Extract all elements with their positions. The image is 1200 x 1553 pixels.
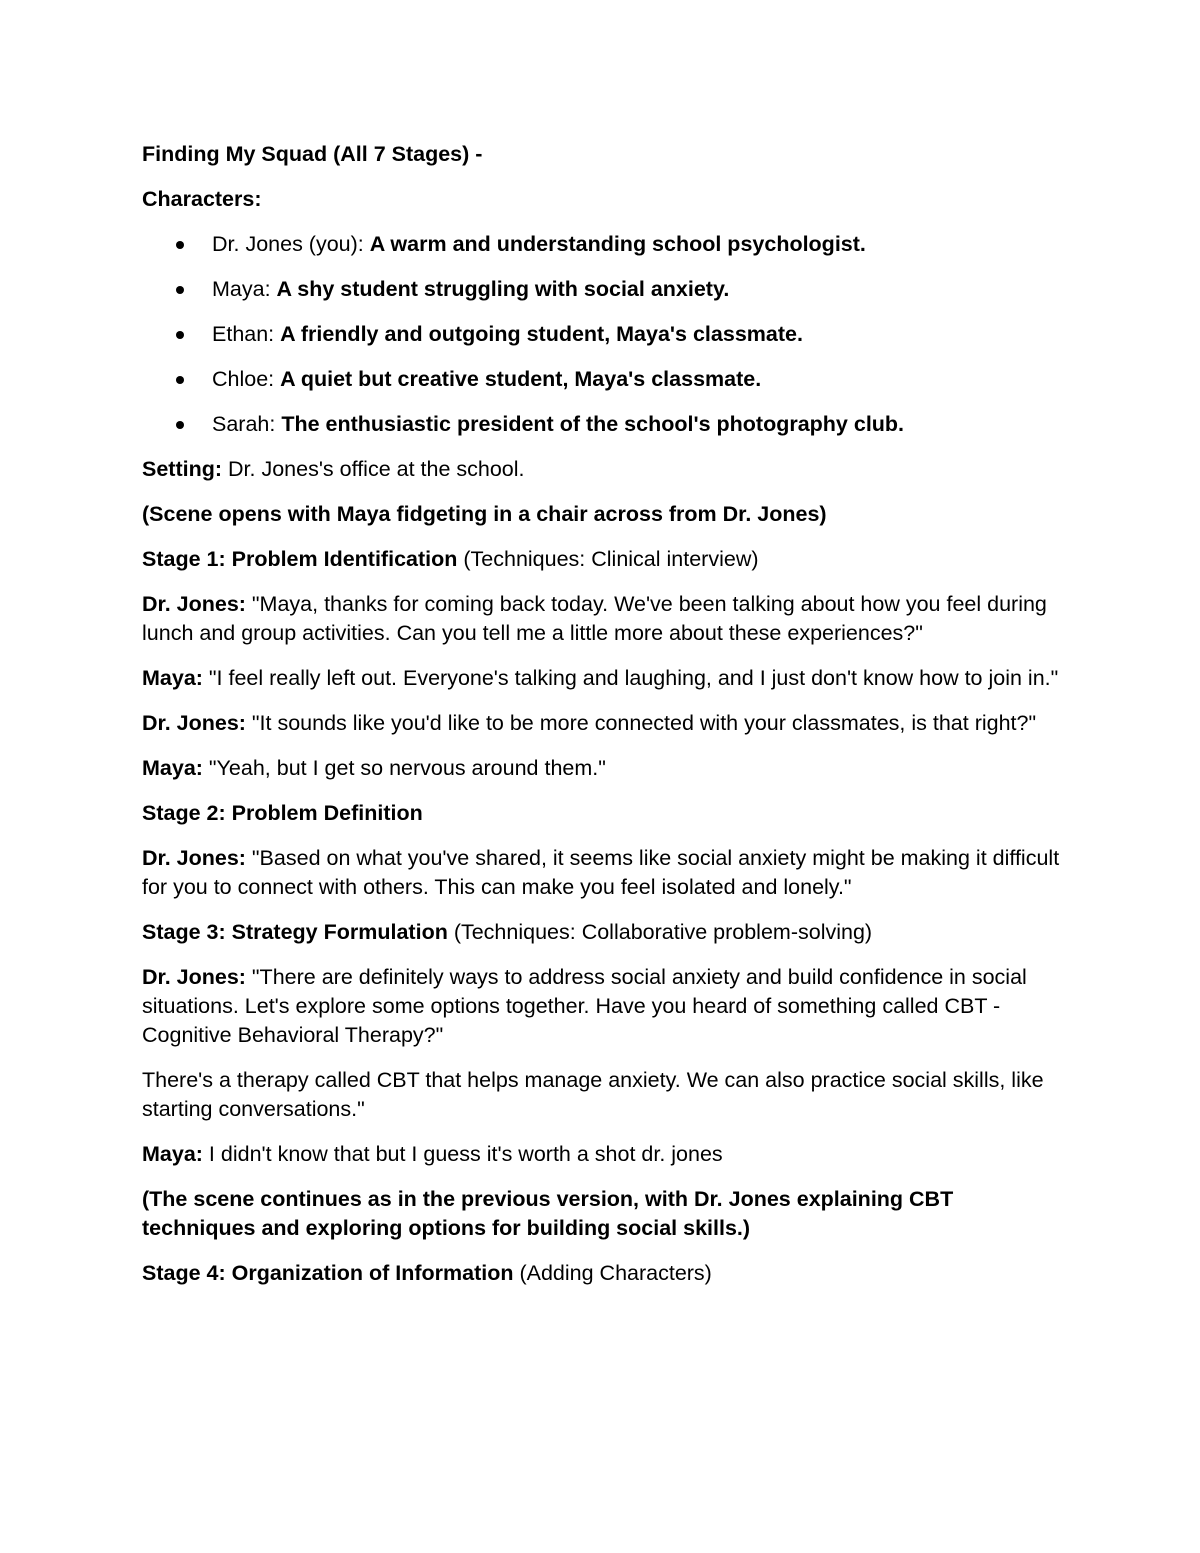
character-description: A shy student struggling with social anxiety. (276, 277, 730, 301)
document-title: Finding My Squad (All 7 Stages) - (142, 142, 483, 166)
list-item (142, 410, 1062, 439)
line-text: "It sounds like you'd like to be more connected with your classmates, is that right?" (245, 711, 1037, 735)
speaker: Maya: (142, 756, 203, 780)
document-page (142, 140, 1062, 1304)
scene-open-direction: (Scene opens with Maya fidgeting in a chair across from Dr. Jones) (142, 502, 827, 526)
list-item (142, 230, 1062, 259)
character-name: Maya: (212, 277, 277, 301)
list-item (142, 275, 1062, 304)
stage-2-heading: Stage 2: Problem Definition (142, 801, 423, 825)
dialogue-line (142, 590, 1062, 648)
characters-list (142, 230, 1062, 439)
character-description: A warm and understanding school psychologist. (369, 232, 866, 256)
dialogue-line (142, 709, 1062, 738)
character-description: The enthusiastic president of the school's photography club. (281, 412, 905, 436)
dialogue-line (142, 844, 1062, 902)
dialogue-line (142, 963, 1062, 1050)
speaker: Dr. Jones: (142, 711, 246, 735)
stage-label: Stage 1: Problem Identification (142, 547, 458, 571)
stage-label: Stage 4: Organization of Information (142, 1261, 514, 1285)
line-text: "I feel really left out. Everyone's talking and laughing, and I just don't know how to join in." (202, 666, 1059, 690)
list-item (142, 320, 1062, 349)
dialogue-line (142, 664, 1062, 693)
line-text: I didn't know that but I guess it's worth a shot dr. jones (202, 1142, 723, 1166)
bullet-icon (176, 331, 184, 339)
bullet-icon (176, 241, 184, 249)
line-text: "Maya, thanks for coming back today. We've been talking about how you feel during lunch and group activities. Can you tell me a little more about these experiences?" (142, 592, 1047, 645)
setting-paragraph (142, 455, 1062, 484)
character-name: Sarah: (212, 412, 282, 436)
stage-note: (Techniques: Clinical interview) (457, 547, 759, 571)
setting-label: Setting: (142, 457, 223, 481)
stage-note: (Adding Characters) (513, 1261, 712, 1285)
bullet-icon (176, 421, 184, 429)
speaker: Maya: (142, 1142, 203, 1166)
cbt-paragraph: There's a therapy called CBT that helps manage anxiety. We can also practice social skills, like starting conversations." (142, 1068, 1044, 1121)
character-name: Ethan: (212, 322, 281, 346)
line-text: "Based on what you've shared, it seems like social anxiety might be making it difficult for you to connect with others. This can make you feel isolated and lonely." (142, 846, 1060, 899)
speaker: Dr. Jones: (142, 965, 246, 989)
stage-label: Stage 3: Strategy Formulation (142, 920, 448, 944)
setting-text: Dr. Jones's office at the school. (222, 457, 525, 481)
bullet-icon (176, 376, 184, 384)
character-description: A friendly and outgoing student, Maya's classmate. (280, 322, 803, 346)
bullet-icon (176, 286, 184, 294)
character-name: Dr. Jones (you): (212, 232, 370, 256)
scene-continue-direction: (The scene continues as in the previous version, with Dr. Jones explaining CBT techniques and exploring options for building social skills.) (142, 1187, 954, 1240)
characters-heading: Characters: (142, 187, 262, 211)
stage-3-heading (142, 918, 1062, 947)
dialogue-line (142, 1140, 1062, 1169)
speaker: Maya: (142, 666, 203, 690)
character-description: A quiet but creative student, Maya's classmate. (280, 367, 762, 391)
character-name: Chloe: (212, 367, 281, 391)
list-item (142, 365, 1062, 394)
line-text: "Yeah, but I get so nervous around them." (202, 756, 606, 780)
stage-note: (Techniques: Collaborative problem-solving) (447, 920, 873, 944)
speaker: Dr. Jones: (142, 592, 246, 616)
stage-4-heading (142, 1259, 1062, 1288)
stage-1-heading (142, 545, 1062, 574)
line-text: "There are definitely ways to address social anxiety and build confidence in social situations. Let's explore some options together. Have you heard of something called CBT - Cognitive Behavioral Therapy?" (142, 965, 1027, 1047)
speaker: Dr. Jones: (142, 846, 246, 870)
dialogue-line (142, 754, 1062, 783)
